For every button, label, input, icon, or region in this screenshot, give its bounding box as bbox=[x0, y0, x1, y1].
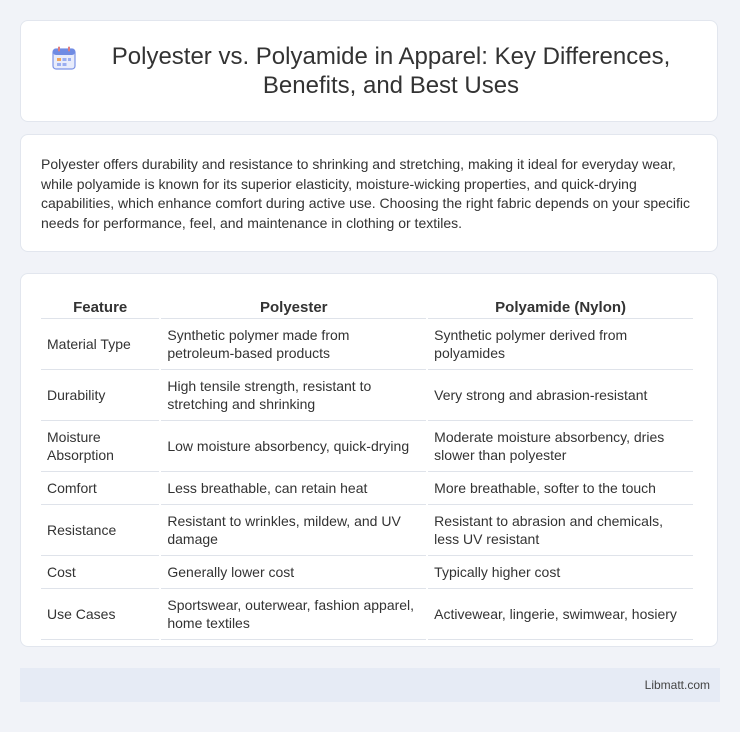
calendar-icon bbox=[51, 45, 77, 71]
table-row bbox=[41, 421, 693, 472]
row-polyester: High tensile strength, resistant to stretching and shrinking bbox=[161, 370, 426, 421]
row-feature: Material Type bbox=[41, 319, 159, 370]
intro-paragraph: Polyester offers durability and resistance to shrinking and stretching, making it ideal for everyday wear, while polyamide is known for its superior elasticity, moisture-wicking properties, and quick-drying capabilities, which enhance comfort during active use. Choosing the right fabric depends on your specific needs for performance, feel, and maintenance in clothing or textiles. bbox=[41, 156, 691, 231]
header-polyester: Polyester bbox=[161, 294, 426, 319]
row-polyamide: More breathable, softer to the touch bbox=[428, 472, 693, 505]
intro-card bbox=[20, 134, 718, 252]
row-polyester: Sportswear, outerwear, fashion apparel, home textiles bbox=[161, 589, 426, 640]
row-polyester: Synthetic polymer made from petroleum-based products bbox=[161, 319, 426, 370]
row-polyester: Generally lower cost bbox=[161, 556, 426, 589]
row-polyamide: Synthetic polymer derived from polyamides bbox=[428, 319, 693, 370]
header-feature: Feature bbox=[41, 294, 159, 319]
row-polyester: Low moisture absorbency, quick-drying bbox=[161, 421, 426, 472]
comparison-card bbox=[20, 273, 718, 647]
row-polyamide: Resistant to abrasion and chemicals, less UV resistant bbox=[428, 505, 693, 556]
table-row bbox=[41, 589, 693, 640]
table-row bbox=[41, 319, 693, 370]
row-polyester: Resistant to wrinkles, mildew, and UV damage bbox=[161, 505, 426, 556]
row-polyamide: Typically higher cost bbox=[428, 556, 693, 589]
row-polyamide: Very strong and abrasion-resistant bbox=[428, 370, 693, 421]
row-polyester: Less breathable, can retain heat bbox=[161, 472, 426, 505]
title-card bbox=[20, 20, 718, 122]
footer-site-link[interactable]: Libmatt.com bbox=[644, 678, 710, 692]
page-title: Polyester vs. Polyamide in Apparel: Key Differences, Benefits, and Best Uses bbox=[111, 43, 671, 99]
table-header-row bbox=[41, 294, 693, 319]
row-polyamide: Activewear, lingerie, swimwear, hosiery bbox=[428, 589, 693, 640]
header-polyamide: Polyamide (Nylon) bbox=[428, 294, 693, 319]
row-feature: Moisture Absorption bbox=[41, 421, 159, 472]
footer bbox=[20, 668, 720, 702]
row-polyamide: Moderate moisture absorbency, dries slower than polyester bbox=[428, 421, 693, 472]
row-feature: Comfort bbox=[41, 472, 159, 505]
table-row bbox=[41, 556, 693, 589]
title-wrap bbox=[21, 42, 717, 100]
comparison-table bbox=[39, 294, 695, 640]
table-row bbox=[41, 472, 693, 505]
row-feature: Resistance bbox=[41, 505, 159, 556]
row-feature: Cost bbox=[41, 556, 159, 589]
table-row bbox=[41, 370, 693, 421]
table-row bbox=[41, 505, 693, 556]
row-feature: Use Cases bbox=[41, 589, 159, 640]
row-feature: Durability bbox=[41, 370, 159, 421]
